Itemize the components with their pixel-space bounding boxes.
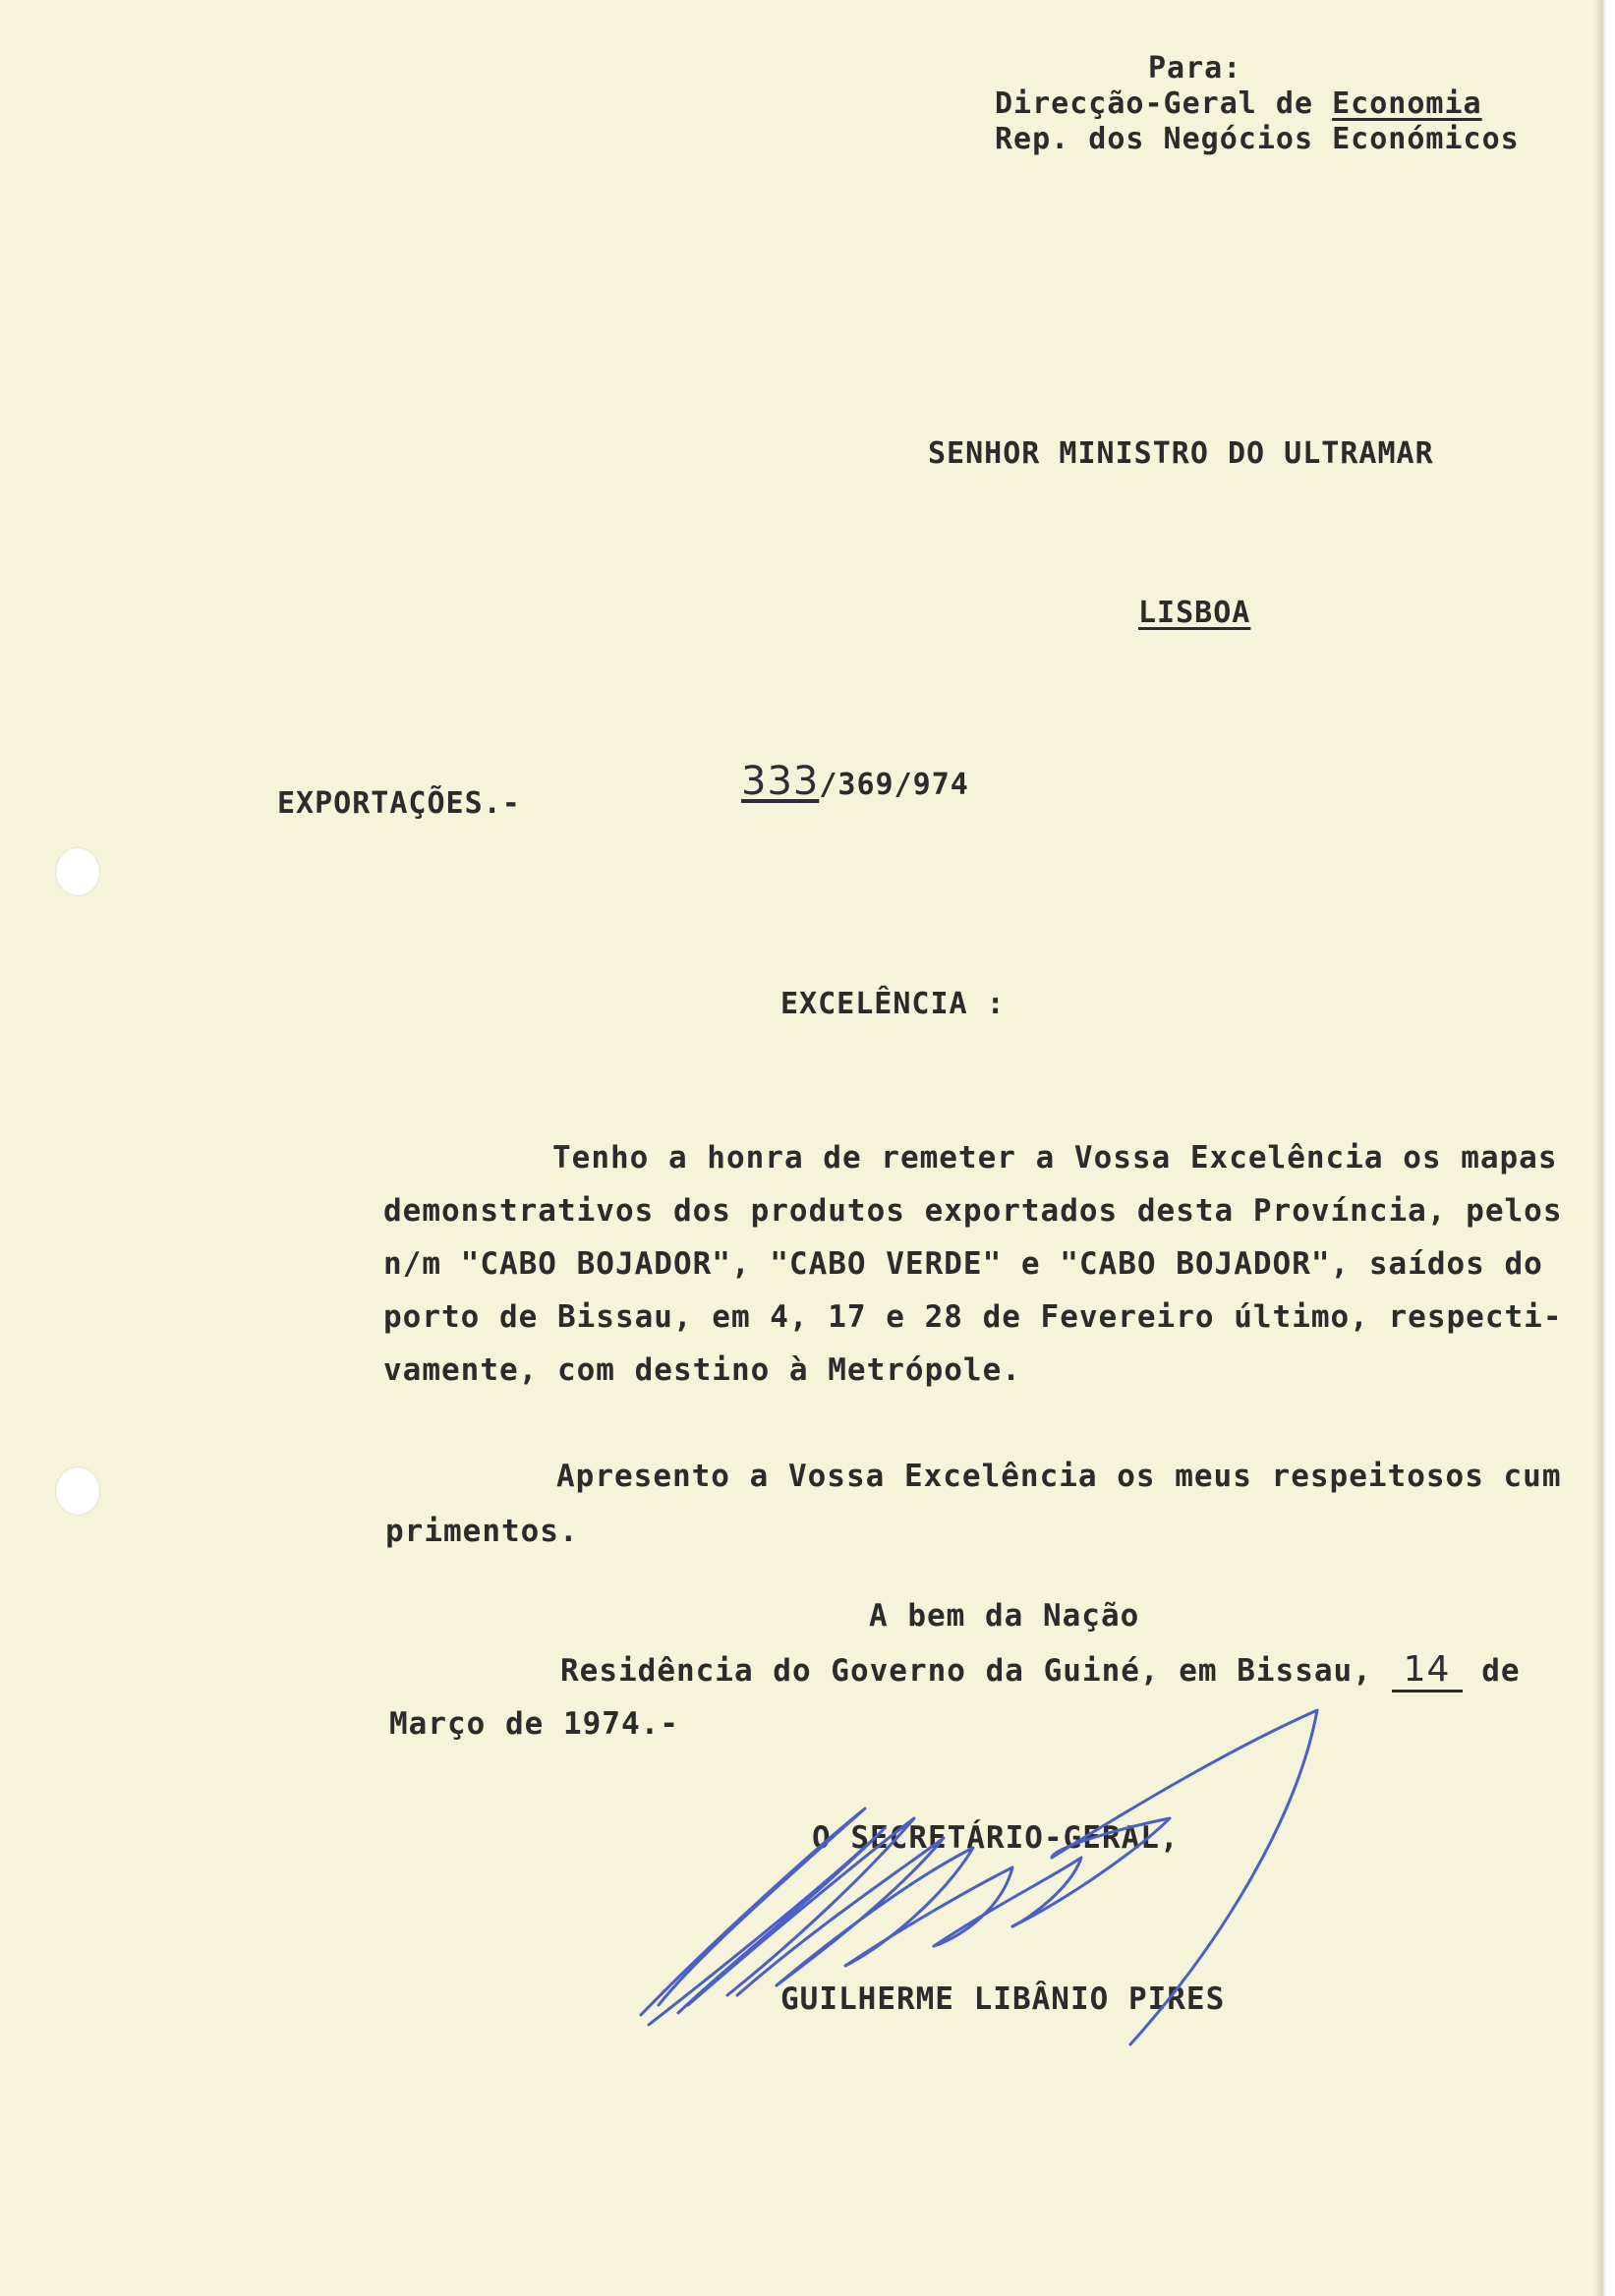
recipient-line-1-underlined: Economia [1332,86,1482,121]
body-line: Apresento a Vossa Excelência os meus respeitosos cum [556,1459,1562,1494]
punch-hole [55,847,100,896]
addressee-title: SENHOR MINISTRO DO ULTRAMAR [928,436,1434,471]
body-line: demonstrativos dos produtos exportados desta Província, pelos [383,1193,1563,1229]
recipient-line-2: Rep. dos Negócios Económicos [995,122,1520,156]
body-line: primentos. [385,1514,579,1549]
closing-date: Março de 1974.- [389,1706,679,1742]
reference-number [741,759,969,804]
reference-handwritten: 333 [741,759,820,804]
body-line: n/m "CABO BOJADOR", "CABO VERDE" e "CABO BOJADOR", saídos do [383,1246,1543,1282]
recipient-line-1-prefix: Direcção-Geral de [995,86,1333,121]
body-line: Tenho a honra de remeter a Vossa Excelência os mapas [552,1140,1558,1176]
body-line: porto de Bissau, em 4, 17 e 28 de Fevereiro último, respecti- [383,1299,1563,1335]
body-line: vamente, com destino à Metrópole. [383,1352,1021,1388]
recipient-line-1 [995,86,1482,121]
addressee-city: LISBOA [1138,596,1251,630]
closing-place [560,1649,1521,1693]
handwritten-signature [619,1700,1327,2054]
reference-typed: /369/974 [819,768,969,802]
signature-strokes [641,1710,1317,2044]
closing-place-suffix: de [1462,1653,1521,1689]
closing-motto: A bem da Nação [869,1598,1140,1634]
subject-label: EXPORTAÇÕES.- [277,786,521,821]
para-label: Para: [1148,51,1242,86]
page-edge [1593,0,1615,2296]
salutation: EXCELÊNCIA : [780,987,1006,1021]
closing-place-prefix: Residência do Governo da Guiné, em Bissau, [560,1653,1392,1689]
closing-day-handwritten: 14 [1403,1649,1451,1690]
signer-role: O SECRETÁRIO-GERAL, [812,1820,1180,1856]
closing-day-field [1392,1649,1463,1693]
punch-hole [55,1466,100,1516]
signer-name: GUILHERME LIBÂNIO PIRES [780,1981,1226,2017]
